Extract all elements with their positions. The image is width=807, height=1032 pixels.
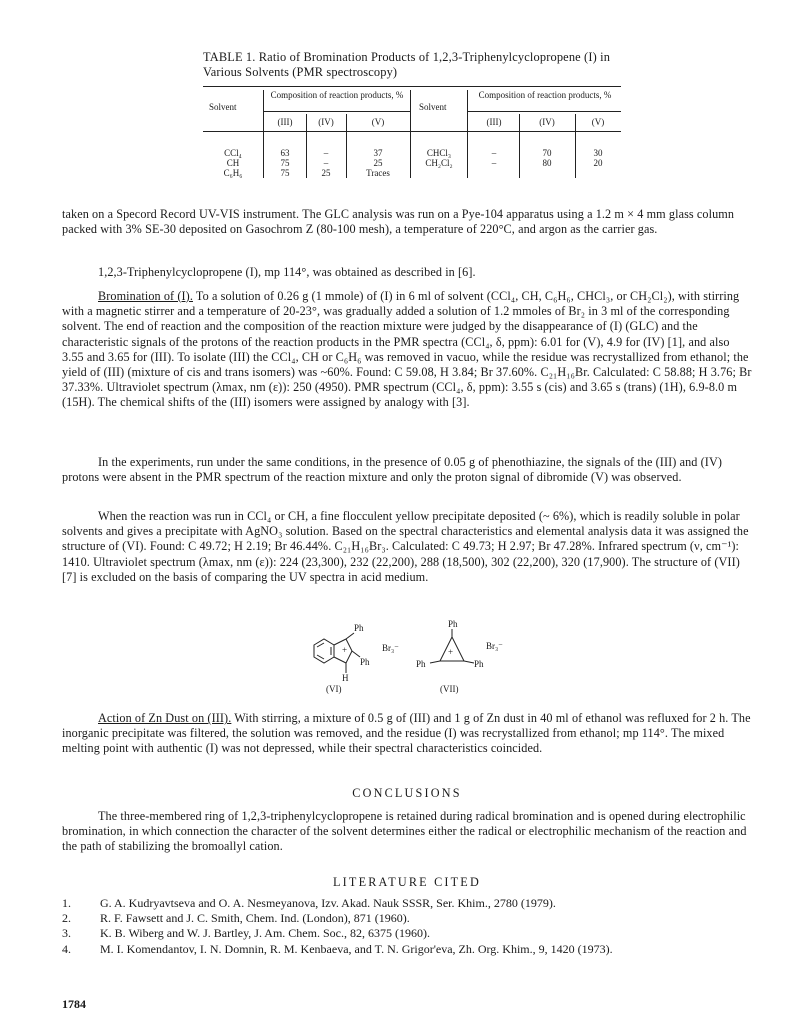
table-left-subrule — [263, 111, 411, 112]
reference-list — [62, 896, 752, 957]
paragraph-4 — [62, 455, 752, 485]
conclusions-text: The three-membered ring of 1,2,3-triphenylcyclopropene is retained during radical bromination and is opened during electrophilic bromination, in which connection the character of the solvent determines either the radical or electrophilic mechanism of the reaction and the path of stabilizing the bromoallyl cation. — [62, 809, 747, 854]
vii-ph-right: Ph — [474, 659, 484, 669]
paragraph-2-text: 1,2,3-Triphenylcyclopropene (I), mp 114°, was obtained as described in [6]. — [98, 265, 476, 279]
table-cell: 25 — [321, 168, 331, 178]
paragraph-5-text: When the reaction was run in CCl₄ or CH, a fine flocculent yellow precipitate deposited (~ 6%), which is readily soluble in polar solvents and gives a precipitate with AgNO₃ solution. Based on the spectral characteristics and elemental analysis data it was assigned the structure of (VI). Found: C 49.72; H 2.19; Br 46.44%. C₂₁H₁₆Br₃. Calculated: C 49.73; H 2.97; Br 47.28%. Infrared spectrum (ν, cm⁻¹): 1410. Ultraviolet spectrum (λmax, nm (ε)): 224 (23,300), 232 (22,200), 288 (18,500), 302 (22,200), 320 (17,900). The structure of (VII) [7] is excluded on the basis of comparing the UV spectra in acid medium. — [62, 509, 749, 584]
vi-h: H — [342, 673, 349, 683]
reference-text: R. F. Fawsett and J. C. Smith, Chem. Ind. (London), 871 (1960). — [100, 911, 410, 926]
table-cell: CH₂Cl₂ — [425, 158, 453, 168]
structure-vii-label: (VII) — [440, 684, 459, 694]
paragraph-3-text: To a solution of 0.26 g (1 mmole) of (I) in 6 ml of solvent (CCl₄, CH, C₆H₆, CHCl₃, or CH₂Cl₂), with stirring with a magnetic stirrer and a temperature of 20-23°, was gradually added a solution of 1.2 mmoles of Br₂ in 3 ml of the corresponding solvent. The end of reaction and the composition of the reaction mixture were judged by the disappearance of (I) (GLC) and the characteristic signals of the protons of the reaction products in the PMR spectra (CCl₄, δ, ppm): 6.01 for (V), 4.9 for (IV) [1], and also 3.55 and 3.65 for (III). To isolate (III) the CCl₄, CH or C₆H₆ was removed in vacuo, while the residue was recrystallized from ethanol; the yield of (III) (mixture of cis and trans isomers) was ~60%. Found: C 59.08, H 3.84; Br 37.60%. C₂₁H₁₆Br. Calculated: C 58.88; H 3.76; Br 37.33%. Ultraviolet spectrum (λmax, nm (ε)): 250 (4950). PMR spectrum (CCl₄, δ, ppm): 3.55 s (cis) and 3.65 s (trans) (1H), 6.9-8.0 m (15H). The chemical shifts of the (III) isomers were assigned by analogy with [3]. — [62, 289, 752, 410]
header-composition-right: Composition of reaction products, % — [478, 90, 612, 100]
vii-ph-left: Ph — [416, 659, 426, 669]
paragraph-1-text: taken on a Specord Record UV-VIS instrument. The GLC analysis was run on a Pye-104 apparatus using a 1.2 m × 4 mm glass column packed with 3% SE-30 deposited on Gasochrom Z (80-100 mesh), a temperature of 220°C, and argon as the carrier gas. — [62, 207, 735, 237]
section-heading-zn-dust: Action of Zn Dust on (III). — [98, 711, 232, 725]
reference-item — [62, 911, 752, 926]
vii-ph-top: Ph — [448, 619, 458, 629]
table-cell: 37 — [373, 148, 383, 158]
vii-plus: + — [448, 647, 454, 657]
reference-number: 4. — [62, 941, 71, 956]
vi-plus: + — [342, 645, 348, 655]
table-cell: 30 — [593, 148, 603, 158]
reference-item — [62, 896, 752, 911]
table-top-rule — [203, 86, 621, 87]
reference-number: 3. — [62, 926, 71, 941]
table-vrule — [410, 90, 411, 178]
reference-text: G. A. Kudryavtseva and O. A. Nesmeyanova, Izv. Akad. Nauk SSSR, Ser. Khim., 2780 (1979). — [100, 896, 556, 910]
paragraph-5 — [62, 509, 752, 585]
table-vrule — [467, 90, 468, 178]
table-cell: – — [491, 158, 497, 168]
table-right-subrule — [467, 111, 621, 112]
structure-vi-skeleton — [314, 633, 360, 673]
conclusions-heading: CONCLUSIONS — [352, 786, 462, 800]
table-cell: Traces — [366, 168, 390, 178]
structure-drawing — [300, 623, 520, 693]
table-cell: 75 — [280, 168, 290, 178]
table-cell: CH — [226, 158, 240, 168]
chemical-structures — [300, 619, 520, 693]
vi-ph-top: Ph — [354, 623, 364, 633]
header-solvent-right: Solvent — [419, 102, 447, 112]
table-cell: – — [323, 158, 329, 168]
subcol-iv-left: (IV) — [318, 117, 334, 127]
vi-br3: Br₃⁻ — [382, 643, 399, 653]
paragraph-4-text: In the experiments, run under the same conditions, in the presence of 0.05 g of phenothiazine, the signals of the (III) and (IV) protons were absent in the PMR spectrum of the reaction mixture and only the proton signal of dibromide (V) was observed. — [62, 455, 723, 485]
paragraph-1 — [62, 207, 752, 237]
table-cell: CCl₄ — [224, 148, 242, 158]
paragraph-3 — [62, 289, 752, 411]
paragraph-6-text: With stirring, a mixture of 0.5 g of (III) and 1 g of Zn dust in 40 ml of ethanol was refluxed for 2 h. The inorganic precipitate was filtered, the solution was removed, and the residue (I) was recrystallized from ethanol; mp 114°. The mixed melting point with authentic (I) was not depressed, while their spectral characteristics coincided. — [62, 711, 751, 756]
subcol-iii-right: (III) — [486, 117, 502, 127]
table-vrule — [263, 90, 264, 178]
table-cell: 20 — [593, 158, 603, 168]
table-cell: – — [491, 148, 497, 158]
header-solvent-left: Solvent — [209, 102, 237, 112]
subcol-v-left: (V) — [371, 117, 385, 127]
table-caption: TABLE 1. Ratio of Bromination Products of 1,2,3-Triphenylcyclopropene (I) in Various Solvents (PMR spectroscopy) — [203, 50, 611, 79]
table-cell: 25 — [373, 158, 383, 168]
paragraph-6 — [62, 711, 752, 757]
table-cell: 63 — [280, 148, 290, 158]
reference-number: 2. — [62, 911, 71, 926]
structure-vi-label: (VI) — [326, 684, 342, 694]
table-cell: C₆H₆ — [223, 168, 243, 178]
paragraph-2 — [62, 265, 752, 280]
table-cell: 80 — [542, 158, 552, 168]
table-header-rule — [203, 131, 621, 132]
page-number: 1784 — [62, 997, 86, 1011]
subcol-v-right: (V) — [591, 117, 605, 127]
reference-item — [62, 926, 752, 941]
vii-br3: Br₃⁻ — [486, 641, 503, 651]
table-cell: – — [323, 148, 329, 158]
vi-ph-right: Ph — [360, 657, 370, 667]
literature-heading: LITERATURE CITED — [333, 875, 481, 889]
table-1 — [203, 86, 621, 186]
subcol-iii-left: (III) — [277, 117, 293, 127]
reference-item — [62, 942, 752, 957]
reference-number: 1. — [62, 896, 71, 910]
subcol-iv-right: (IV) — [539, 117, 555, 127]
table-cell: 70 — [542, 148, 552, 158]
section-heading-bromination: Bromination of (I). — [98, 289, 193, 303]
table-cell: 75 — [280, 158, 290, 168]
reference-text: K. B. Wiberg and W. J. Bartley, J. Am. Chem. Soc., 82, 6375 (1960). — [100, 926, 430, 941]
table-cell: CHCl₃ — [426, 148, 452, 158]
structure-vii-skeleton — [430, 629, 474, 663]
reference-text: M. I. Komendantov, I. N. Domnin, R. M. Kenbaeva, and T. N. Grigor'eva, Zh. Org. Khim., 9, 1420 (1973). — [100, 941, 613, 956]
header-composition-left: Composition of reaction products, % — [270, 90, 404, 100]
conclusions — [62, 809, 752, 855]
